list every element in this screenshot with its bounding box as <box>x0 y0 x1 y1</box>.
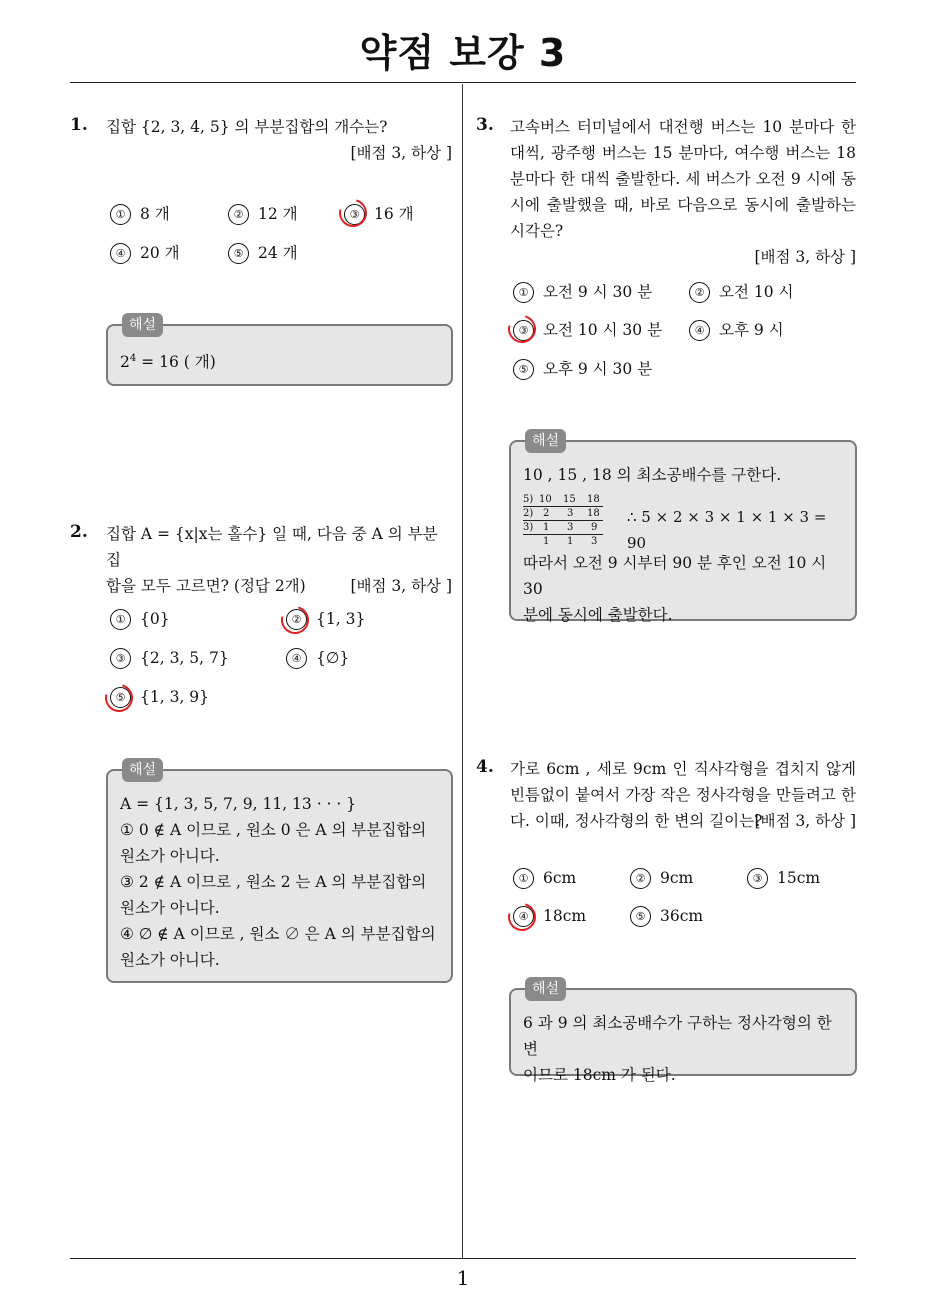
question-3-number: 3. <box>476 115 494 135</box>
question-3-solution <box>509 433 857 624</box>
option-number-icon: ④ <box>513 906 534 927</box>
q3-option-5[interactable]: ⑤ 오후 9 시 30 분 <box>513 357 652 380</box>
solution-label: 해설 <box>525 429 566 453</box>
q1-option-4[interactable]: ④ 20 개 <box>110 241 180 264</box>
question-1-text: 집합 {2, 3, 4, 5} 의 부분집합의 개수는? <box>106 118 388 136</box>
solution-line: ④ ∅ ∉ A 이므로 , 원소 ∅ 은 A 의 부분집합의 <box>120 925 436 943</box>
solution-line: A = {1, 3, 5, 7, 9, 11, 13 · · · } <box>120 795 357 813</box>
q1-option-5[interactable]: ⑤ 24 개 <box>228 241 298 264</box>
option-number-icon: ④ <box>110 243 131 264</box>
option-number-icon: ④ <box>286 648 307 669</box>
solution-label: 해설 <box>122 758 163 782</box>
ladder-row: 2) 2 3 18 <box>523 507 603 521</box>
column-divider <box>462 84 463 1259</box>
q1-option-2[interactable]: ② 12 개 <box>228 202 298 225</box>
option-number-icon: ③ <box>747 868 768 889</box>
solution-line: ③ 2 ∉ A 이므로 , 원소 2 는 A 의 부분집합의 <box>120 873 427 891</box>
answer-mark-icon <box>276 601 314 639</box>
bottom-rule <box>70 1258 856 1259</box>
option-number-icon: ⑤ <box>110 687 131 708</box>
question-4 <box>510 756 856 834</box>
answer-mark-icon <box>100 679 138 717</box>
lcm-ladder-area <box>523 488 843 550</box>
option-number-icon: ① <box>513 282 534 303</box>
division-ladder <box>523 493 603 548</box>
option-number-icon: ① <box>110 204 131 225</box>
question-1 <box>106 114 452 166</box>
question-1-number: 1. <box>70 115 88 135</box>
option-number-icon: ② <box>228 204 249 225</box>
question-2 <box>106 521 452 599</box>
q4-option-5[interactable]: ⑤ 36cm <box>630 906 703 927</box>
page-title: 약점 보강 3 <box>359 31 567 75</box>
solution-line: 따라서 오전 9 시부터 90 분 후인 오전 10 시 30 <box>523 554 827 598</box>
option-number-icon: ③ <box>110 648 131 669</box>
option-number-icon: ⑤ <box>630 906 651 927</box>
q4-option-2[interactable]: ② 9cm <box>630 868 693 889</box>
solution-line: 이므로 18cm 가 된다. <box>523 1066 676 1084</box>
question-4-number: 4. <box>476 757 494 777</box>
question-3-text: 고속버스 터미널에서 대전행 버스는 10 분마다 한 대씩, 광주행 버스는 15 분마다, 여수행 버스는 18 분마다 한 대씩 출발한다. 세 버스가 오전 9 시에 동시에 출발했을 때, 바로 다음으로 동시에 출발하는 시각은? <box>510 118 856 240</box>
q2-option-3[interactable]: ③ {2, 3, 5, 7} <box>110 648 229 669</box>
lcm-result: ∴ 5 × 2 × 3 × 1 × 1 × 3 = 90 <box>627 508 827 552</box>
q2-option-5[interactable]: ⑤ {1, 3, 9} <box>110 687 209 708</box>
solution-line: 원소가 아니다. <box>120 847 220 865</box>
question-2-text-line1: 집합 A = {x|x는 홀수} 일 때, 다음 중 A 의 부분집 <box>106 525 438 569</box>
ladder-row: 1 1 3 <box>543 536 598 547</box>
question-1-solution <box>106 317 453 386</box>
q3-option-3[interactable]: ③ 오전 10 시 30 분 <box>513 318 662 341</box>
solution-text: $2^4 = 16$ ( 개) <box>120 353 216 372</box>
top-rule <box>70 82 856 83</box>
ladder-row: 5) 10 15 18 <box>523 493 603 507</box>
option-number-icon: ② <box>689 282 710 303</box>
q4-option-4[interactable]: ④ 18cm <box>513 906 586 927</box>
solution-line: 원소가 아니다. <box>120 899 220 917</box>
q2-option-4[interactable]: ④ {∅} <box>286 648 349 669</box>
question-2-text-line2: 합을 모두 고르면? (정답 2개) <box>106 577 306 595</box>
q1-option-3[interactable]: ③ 16 개 <box>344 202 414 225</box>
question-2-solution <box>106 762 453 983</box>
option-number-icon: ① <box>513 868 534 889</box>
solution-label: 해설 <box>525 977 566 1001</box>
q4-option-3[interactable]: ③ 15cm <box>747 868 820 889</box>
option-number-icon: ③ <box>513 320 534 341</box>
q3-option-2[interactable]: ② 오전 10 시 <box>689 280 794 303</box>
question-4-text: 가로 6cm , 세로 9cm 인 직사각형을 겹치지 않게 빈틈없이 붙여서 가장 작은 정사각형을 만들려고 한다. 이때, 정사각형의 한 변의 길이는? <box>510 760 856 830</box>
q2-option-2[interactable]: ② {1, 3} <box>286 609 365 630</box>
question-2-number: 2. <box>70 522 88 542</box>
q4-option-1[interactable]: ① 6cm <box>513 868 576 889</box>
solution-line: 10 , 15 , 18 의 최소공배수를 구한다. <box>523 466 782 484</box>
answer-mark-icon <box>503 898 541 936</box>
option-number-icon: ② <box>630 868 651 889</box>
solution-line: ① 0 ∉ A 이므로 , 원소 0 은 A 의 부분집합의 <box>120 821 427 839</box>
ladder-row: 3) 1 3 9 <box>523 521 603 535</box>
solution-line: 분에 동시에 출발한다. <box>523 606 673 624</box>
option-number-icon: ① <box>110 609 131 630</box>
option-number-icon: ② <box>286 609 307 630</box>
question-3-score: [배점 3, 하상 ] <box>754 248 856 266</box>
q2-option-1[interactable]: ① {0} <box>110 609 170 630</box>
option-number-icon: ③ <box>344 204 365 225</box>
solution-line: 6 과 9 의 최소공배수가 구하는 정사각형의 한 변 <box>523 1014 832 1058</box>
page-number: 1 <box>456 1266 470 1290</box>
option-number-icon: ⑤ <box>228 243 249 264</box>
option-number-icon: ⑤ <box>513 359 534 380</box>
q1-option-1[interactable]: ① 8 개 <box>110 202 170 225</box>
question-4-solution <box>509 981 857 1084</box>
option-number-icon: ④ <box>689 320 710 341</box>
question-1-score: [배점 3, 하상 ] <box>350 144 452 162</box>
solution-label: 해설 <box>122 313 163 337</box>
answer-mark-icon <box>334 194 372 232</box>
solution-line: 원소가 아니다. <box>120 951 220 969</box>
answer-mark-icon <box>503 310 541 348</box>
q3-option-4[interactable]: ④ 오후 9 시 <box>689 318 784 341</box>
question-3 <box>510 114 856 270</box>
question-2-score: [배점 3, 하상 ] <box>350 577 452 595</box>
question-4-score: [배점 3, 하상 ] <box>754 812 856 830</box>
q3-option-1[interactable]: ① 오전 9 시 30 분 <box>513 280 652 303</box>
